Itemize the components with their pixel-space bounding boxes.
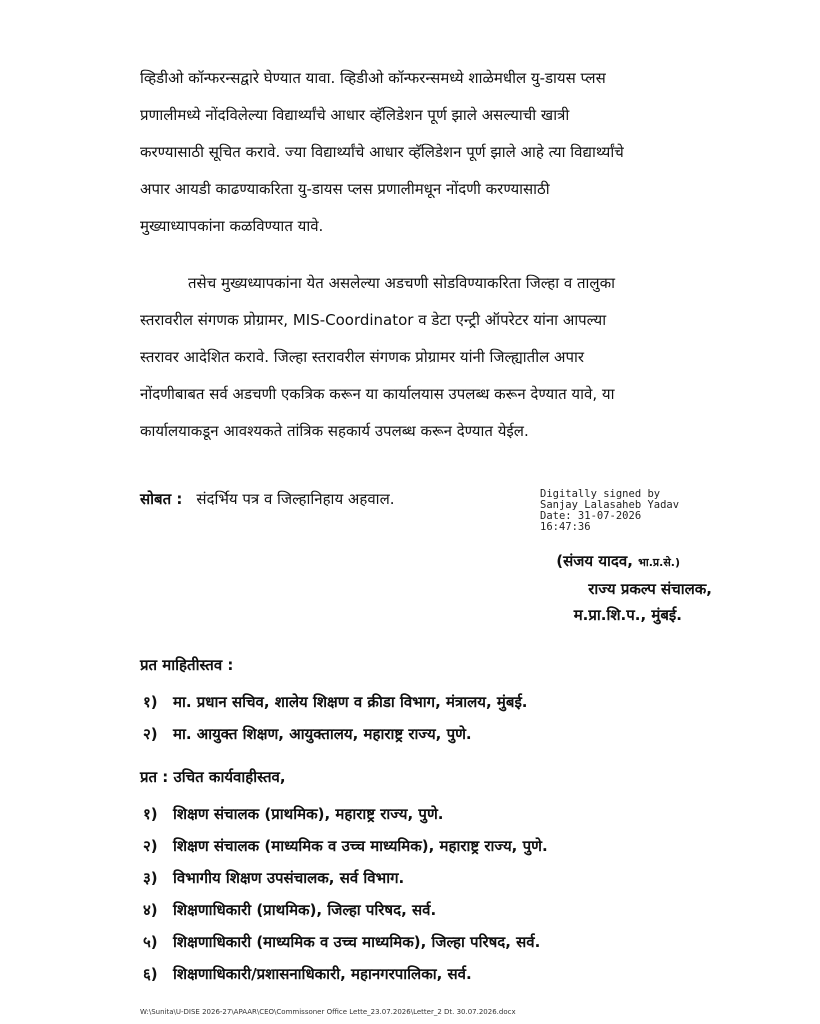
list-item-text: मा. आयुक्त शिक्षण, आयुक्तालय, महाराष्ट्र राज्य, पुणे. — [173, 725, 472, 743]
list-item-number: १) — [143, 805, 158, 823]
signatory-designation: राज्य प्रकल्प संचालक, — [588, 580, 712, 598]
body-paragraph-1 — [140, 60, 718, 245]
list-item-text: विभागीय शिक्षण उपसंचालक, सर्व विभाग. — [173, 869, 405, 887]
paragraph-line: व्हिडीओ कॉन्फरन्सद्वारे घेण्यात यावा. व्हिडीओ कॉन्फरन्समध्ये शाळेमधील यु-डायस प्लस — [140, 69, 606, 87]
signatory-name: (संजय यादव, — [556, 552, 633, 570]
digital-signature-line: 16:47:36 — [540, 521, 591, 533]
paragraph-line: नोंदणीबाबत सर्व अडचणी एकत्रिक करून या कार्यालयास उपलब्ध करून देण्यात यावे, या — [140, 385, 615, 403]
body-paragraph-2 — [140, 265, 718, 450]
copy-action-list — [143, 798, 548, 990]
copy-action-heading: प्रत : उचित कार्यवाहीस्तव, — [140, 768, 286, 786]
list-item-text: मा. प्रधान सचिव, शालेय शिक्षण व क्रीडा विभाग, मंत्रालय, मुंबई. — [173, 693, 528, 711]
digital-signature-line: Sanjay Lalasaheb Yadav — [540, 499, 680, 511]
list-item-text: शिक्षणाधिकारी (प्राथमिक), जिल्हा परिषद, सर्व. — [173, 901, 437, 919]
digital-signature-stamp — [540, 489, 679, 533]
enclosure-label: सोबत : — [140, 490, 183, 508]
paragraph-line: प्रणालीमध्ये नोंदविलेल्या विद्यार्थ्यांचे आधार व्हॅलिडेशन पूर्ण झाले असल्याची खात्री — [140, 106, 570, 124]
list-item — [143, 718, 528, 750]
signatory-office: म.प्रा.शि.प., मुंबई. — [573, 606, 682, 624]
list-item-number: २) — [143, 725, 158, 743]
file-path-footer: W:\Sunita\U-DISE 2026-27\APAAR\CEO\Commissoner Office Lette_23.07.2026\Letter_2 Dt. 30.07.2026.docx — [140, 1008, 516, 1016]
list-item — [143, 862, 548, 894]
list-item-number: २) — [143, 837, 158, 855]
signatory-service: भा.प्र.से.) — [638, 556, 680, 569]
list-item — [143, 830, 548, 862]
list-item — [143, 894, 548, 926]
paragraph-line: मुख्याध्यापकांना कळविण्यात यावे. — [140, 217, 324, 235]
paragraph-line: कार्यालयाकडून आवश्यकते तांत्रिक सहकार्य उपलब्ध करून देण्यात येईल. — [140, 422, 529, 440]
paragraph-line: स्तरावरील संगणक प्रोग्रामर, MIS-Coordinator व डेटा एन्ट्री ऑपरेटर यांना आपल्या — [140, 311, 607, 329]
list-item-number: ४) — [143, 901, 158, 919]
enclosure-line — [140, 489, 395, 509]
list-item — [143, 798, 548, 830]
list-item-number: ३) — [143, 869, 158, 887]
list-item-text: शिक्षण संचालक (प्राथमिक), महाराष्ट्र राज्य, पुणे. — [173, 805, 444, 823]
paragraph-line: स्तरावर आदेशित करावे. जिल्हा स्तरावरील संगणक प्रोग्रामर यांनी जिल्ह्यातील अपार — [140, 348, 585, 366]
list-item-text: शिक्षण संचालक (माध्यमिक व उच्च माध्यमिक), महाराष्ट्र राज्य, पुणे. — [173, 837, 548, 855]
signatory-block — [412, 548, 712, 628]
list-item-number: ६) — [143, 965, 158, 983]
list-item — [143, 686, 528, 718]
copy-info-heading: प्रत माहितीस्तव : — [140, 656, 234, 674]
copy-info-list — [143, 686, 528, 750]
list-item-number: ५) — [143, 933, 158, 951]
digital-signature-line: Date: 31-07-2026 — [540, 510, 642, 522]
paragraph-line: अपार आयडी काढण्याकरिता यु-डायस प्लस प्रणालीमधून नोंदणी करण्यासाठी — [140, 180, 550, 198]
paragraph-line: करण्यासाठी सूचित करावे. ज्या विद्यार्थ्यांचे आधार व्हॅलिडेशन पूर्ण झाले आहे त्या विद्यार्थ्यांचे — [140, 143, 624, 161]
list-item-text: शिक्षणाधिकारी (माध्यमिक व उच्च माध्यमिक), जिल्हा परिषद, सर्व. — [173, 933, 541, 951]
list-item-text: शिक्षणाधिकारी/प्रशासनाधिकारी, महानगरपालिका, सर्व. — [173, 965, 472, 983]
list-item-number: १) — [143, 693, 158, 711]
digital-signature-line: Digitally signed by — [540, 488, 661, 500]
enclosure-text: संदर्भिय पत्र व जिल्हानिहाय अहवाल. — [196, 490, 395, 508]
list-item — [143, 926, 548, 958]
paragraph-line: तसेच मुख्यध्यापकांना येत असलेल्या अडचणी सोडविण्याकरिता जिल्हा व तालुका — [188, 274, 616, 292]
list-item — [143, 958, 548, 990]
signatory-name-line — [412, 548, 712, 576]
